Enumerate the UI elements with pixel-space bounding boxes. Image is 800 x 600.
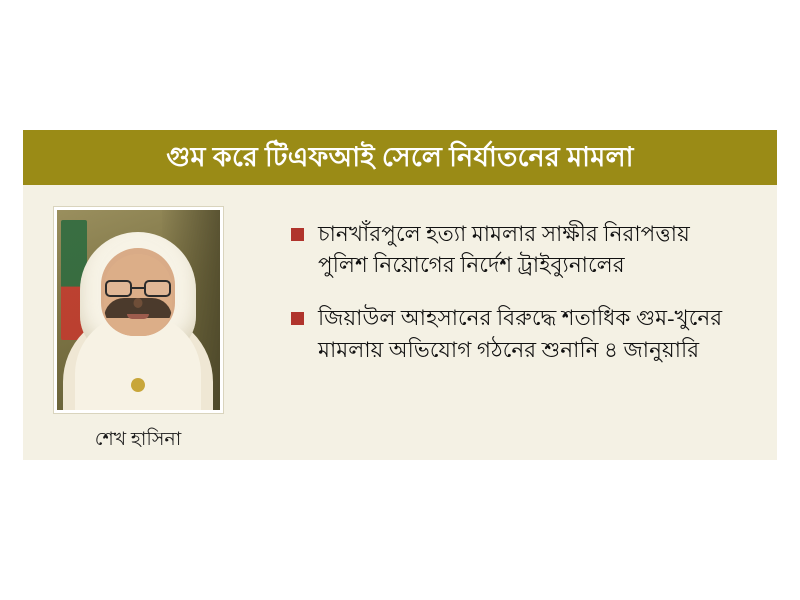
portrait-nose [134, 298, 143, 308]
portrait-block [23, 185, 253, 457]
news-infographic-card [23, 130, 777, 460]
list-item-text: চানখাঁরপুলে হত্যা মামলার সাক্ষীর নিরাপত্তায় পুলিশ নিয়োগের নির্দেশ ট্রাইব্যুনালের [318, 222, 690, 278]
headline-bar [23, 130, 777, 185]
portrait-mouth [127, 314, 149, 319]
glasses-bridge [132, 287, 144, 289]
card-content [23, 185, 777, 460]
portrait-brooch [131, 378, 145, 392]
list-item [291, 303, 737, 365]
glasses-right-lens [144, 280, 171, 297]
page-title: গুম করে টিএফআই সেলে নির্যাতনের মামলা [166, 141, 634, 172]
square-bullet-icon [291, 228, 304, 241]
list-item [291, 219, 737, 281]
square-bullet-icon [291, 312, 304, 325]
bullet-list [253, 185, 777, 388]
glasses-icon [105, 280, 171, 297]
glasses-left-lens [105, 280, 132, 297]
portrait-photo [54, 207, 223, 413]
portrait-caption: শেখ হাসিনা [94, 429, 182, 450]
list-item-text: জিয়াউল আহসানের বিরুদ্ধে শতাধিক গুম-খুনের মামলায় অভিযোগ গঠনের শুনানি ৪ জানুয়ারি [318, 306, 723, 362]
